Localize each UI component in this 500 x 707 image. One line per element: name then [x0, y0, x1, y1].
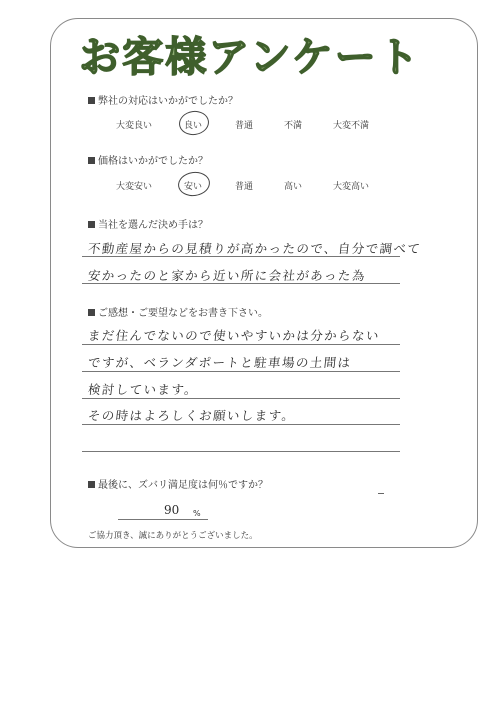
- answer-rule: [82, 424, 400, 425]
- question-satisfaction-label: 最後に、ズバリ満足度は何％ですか？: [98, 480, 268, 491]
- question-reason-label: 当社を選んだ決め手は？: [98, 220, 208, 231]
- price-option[interactable]: 普通: [234, 182, 254, 192]
- comment-answer-line: 検討しています。: [87, 382, 199, 397]
- answer-rule: [82, 256, 400, 257]
- comment-answer-line: ですが、ベランダポートと駐車場の土間は: [87, 355, 353, 370]
- price-option-selected[interactable]: 安い: [183, 182, 203, 192]
- service-option[interactable]: 不満: [283, 121, 303, 131]
- comment-answer-line: まだ住んでないので使いやすいかは分からない: [87, 328, 381, 343]
- satisfaction-unit: %: [193, 509, 201, 518]
- square-bullet-icon: [88, 221, 95, 228]
- question-comments-label: ご感想・ご要望などをお書き下さい。: [98, 308, 268, 319]
- satisfaction-rule: [118, 519, 208, 520]
- survey-title: お客様アンケート: [79, 33, 421, 81]
- answer-rule: [82, 283, 400, 284]
- answer-rule: [82, 344, 400, 345]
- question-comments: [88, 304, 268, 319]
- square-bullet-icon: [88, 97, 95, 104]
- service-option[interactable]: 大変不満: [332, 121, 370, 131]
- question-price-label: 価格はいかがでしたか？: [98, 156, 208, 167]
- margin-mark: [378, 493, 384, 494]
- square-bullet-icon: [88, 309, 95, 316]
- reason-answer-line: 安かったのと家から近い所に会社があった為: [87, 268, 367, 283]
- answer-rule: [82, 371, 400, 372]
- answer-rule: [82, 398, 400, 399]
- question-satisfaction: [88, 476, 268, 491]
- question-service: [88, 92, 238, 107]
- question-reason: [88, 216, 208, 231]
- square-bullet-icon: [88, 481, 95, 488]
- price-option[interactable]: 大変高い: [332, 182, 370, 192]
- service-option-selected[interactable]: 良い: [183, 121, 203, 131]
- question-service-label: 弊社の対応はいかがでしたか？: [98, 96, 238, 107]
- comment-answer-line: その時はよろしくお願いします。: [87, 408, 297, 423]
- price-option[interactable]: 高い: [283, 182, 303, 192]
- thank-you-note: ご協力頂き、誠にありがとうございました。: [88, 531, 258, 541]
- price-option[interactable]: 大変安い: [115, 182, 153, 192]
- question-price: [88, 152, 208, 167]
- service-option[interactable]: 普通: [234, 121, 254, 131]
- reason-answer-line: 不動産屋からの見積りが高かったので、自分で調べて: [87, 241, 423, 256]
- satisfaction-value[interactable]: 90: [164, 503, 180, 517]
- service-option[interactable]: 大変良い: [115, 121, 153, 131]
- square-bullet-icon: [88, 157, 95, 164]
- answer-rule: [82, 451, 400, 452]
